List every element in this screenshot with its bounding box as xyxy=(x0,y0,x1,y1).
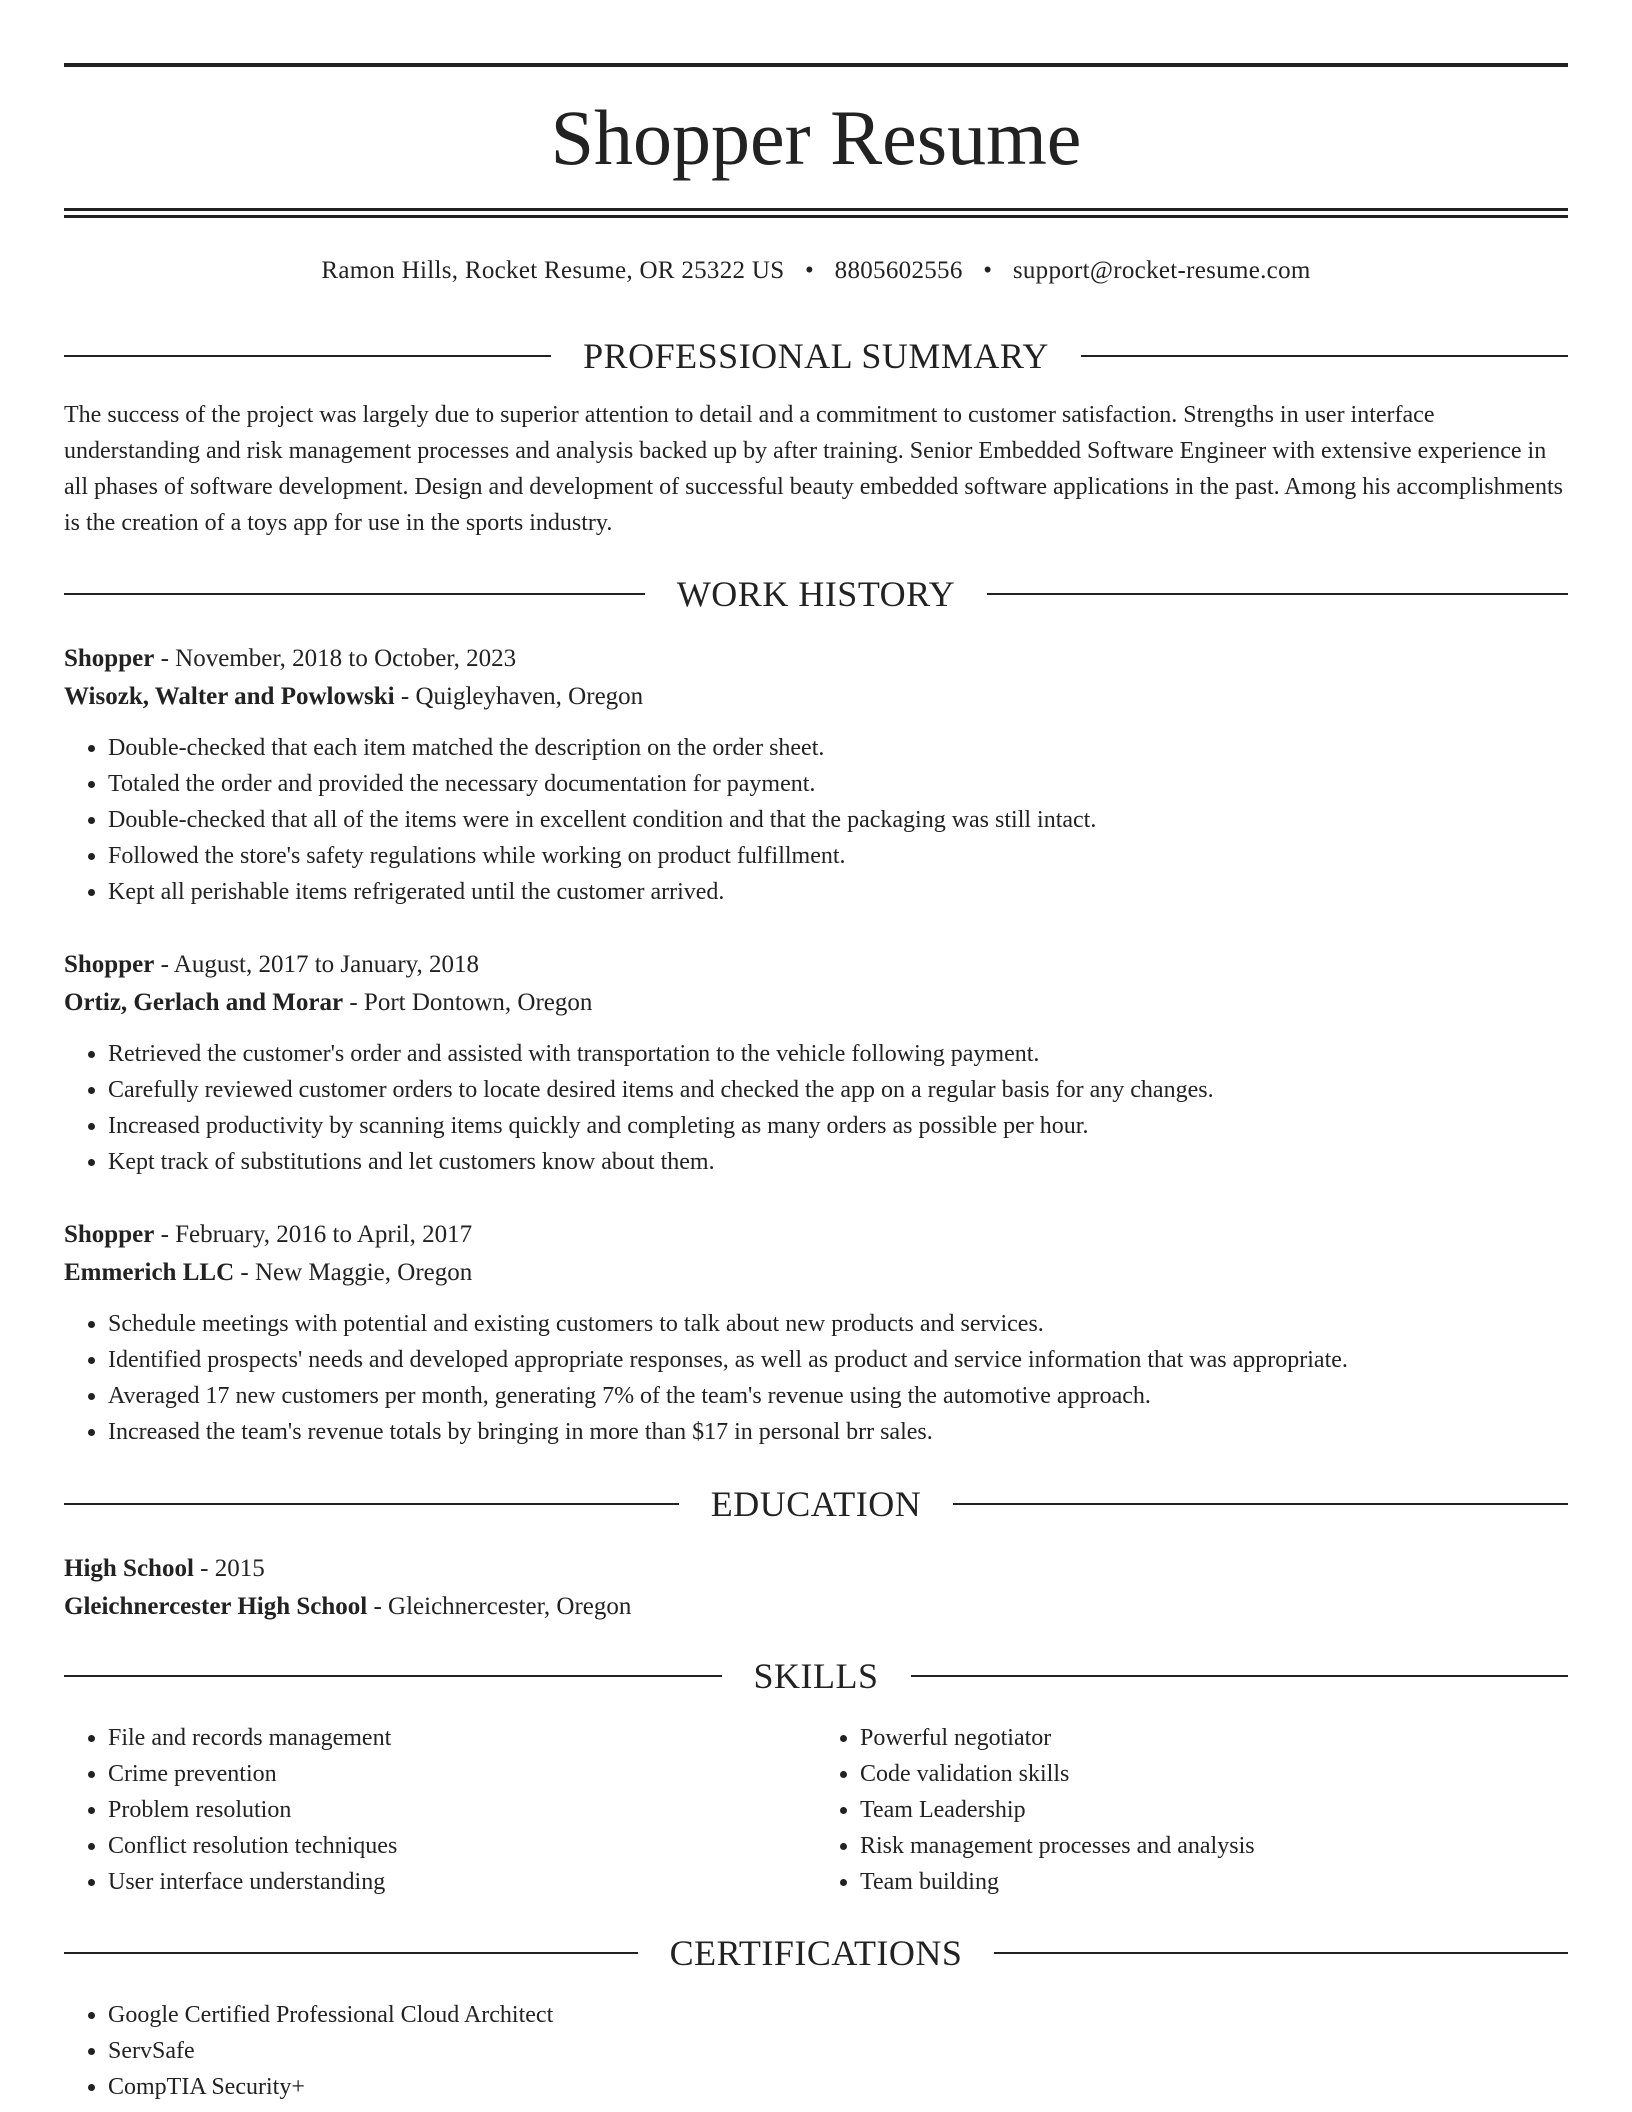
list-item: • Double-checked that each item matched the description on the order sheet. xyxy=(108,730,1568,766)
heading-rule xyxy=(64,593,645,595)
skill-item: • Conflict resolution techniques xyxy=(108,1828,816,1864)
education-school: Gleichnercester High School xyxy=(64,1593,368,1620)
contact-email: support@rocket-resume.com xyxy=(1012,257,1311,284)
top-rule xyxy=(64,63,1568,67)
education-degree: High School xyxy=(64,1555,194,1582)
job-title-line xyxy=(64,640,1568,678)
summary-heading xyxy=(64,336,1568,376)
list-item: • Increased the team's revenue totals by bringing in more than $17 in personal brr sales. xyxy=(108,1414,1568,1450)
work-history-heading xyxy=(64,574,1568,614)
job-dates: - February, 2016 to April, 2017 xyxy=(154,1221,473,1248)
job-company: Wisozk, Walter and Powlowski xyxy=(64,683,395,710)
job-location: - New Maggie, Oregon xyxy=(234,1259,473,1286)
skill-item: • File and records management xyxy=(108,1720,816,1756)
heading-rule xyxy=(987,593,1568,595)
list-item: • Totaled the order and provided the necessary documentation for payment. xyxy=(108,766,1568,802)
list-item: • Kept all perishable items refrigerated until the customer arrived. xyxy=(108,874,1568,910)
skill-item: • Team Leadership xyxy=(860,1792,1568,1828)
certification-item: • CompTIA Security+ xyxy=(108,2069,1568,2105)
certifications-list xyxy=(64,1997,1568,2105)
skill-item: • Crime prevention xyxy=(108,1756,816,1792)
heading-rule xyxy=(64,1952,638,1954)
section-title: SKILLS xyxy=(753,1656,879,1696)
skill-item: • User interface understanding xyxy=(108,1864,816,1900)
contact-line xyxy=(64,254,1568,288)
contact-separator: • xyxy=(983,257,993,284)
job-entry xyxy=(64,640,1568,910)
job-dates: - November, 2018 to October, 2023 xyxy=(154,645,517,672)
job-title-line xyxy=(64,1216,1568,1254)
job-dates: - August, 2017 to January, 2018 xyxy=(154,951,480,978)
contact-address: Ramon Hills, Rocket Resume, OR 25322 US xyxy=(321,257,785,284)
skill-item: • Code validation skills xyxy=(860,1756,1568,1792)
section-title: PROFESSIONAL SUMMARY xyxy=(583,336,1049,376)
summary-section xyxy=(64,397,1568,541)
skill-item: • Problem resolution xyxy=(108,1792,816,1828)
certification-item: • ServSafe xyxy=(108,2033,1568,2069)
list-item: • Followed the store's safety regulations while working on product fulfillment. xyxy=(108,838,1568,874)
certifications-section xyxy=(64,1997,1568,2105)
job-entry xyxy=(64,946,1568,1180)
job-title: Shopper xyxy=(64,951,155,978)
heading-rule xyxy=(64,1503,679,1505)
skill-item: • Powerful negotiator xyxy=(860,1720,1568,1756)
heading-rule xyxy=(64,355,551,357)
job-bullets xyxy=(64,1306,1568,1450)
section-title: WORK HISTORY xyxy=(676,574,956,614)
education-entry xyxy=(64,1550,1568,1626)
skill-item: • Risk management processes and analysis xyxy=(860,1828,1568,1864)
list-item: • Carefully reviewed customer orders to locate desired items and checked the app on a regular basis for any changes. xyxy=(108,1072,1568,1108)
job-title: Shopper xyxy=(64,1221,155,1248)
education-school-line xyxy=(64,1588,1568,1626)
list-item: • Averaged 17 new customers per month, generating 7% of the team's revenue using the automotive approach. xyxy=(108,1378,1568,1414)
job-company: Ortiz, Gerlach and Morar xyxy=(64,989,344,1016)
job-company-line xyxy=(64,678,1568,716)
skills-section xyxy=(64,1720,1568,1900)
skills-list-left xyxy=(64,1720,816,1900)
list-item: • Increased productivity by scanning items quickly and completing as many orders as possible per hour. xyxy=(108,1108,1568,1144)
heading-rule xyxy=(911,1675,1569,1677)
job-bullets xyxy=(64,1036,1568,1180)
page-title: Shopper Resume xyxy=(550,94,1082,181)
section-title: EDUCATION xyxy=(710,1484,922,1524)
heading-rule xyxy=(994,1952,1568,1954)
skills-heading xyxy=(64,1656,1568,1696)
list-item: • Double-checked that all of the items were in excellent condition and that the packaging was still intact. xyxy=(108,802,1568,838)
contact-phone: 8805602556 xyxy=(834,257,963,284)
list-item: • Schedule meetings with potential and existing customers to talk about new products and services. xyxy=(108,1306,1568,1342)
certifications-heading xyxy=(64,1933,1568,1973)
certification-item: • Google Certified Professional Cloud Architect xyxy=(108,1997,1568,2033)
list-item: • Identified prospects' needs and developed appropriate responses, as well as product and service information that was appropriate. xyxy=(108,1342,1568,1378)
list-item: • Retrieved the customer's order and assisted with transportation to the vehicle following payment. xyxy=(108,1036,1568,1072)
heading-rule xyxy=(64,1675,722,1677)
heading-rule xyxy=(1081,355,1568,357)
job-entry xyxy=(64,1216,1568,1450)
heading-rule xyxy=(953,1503,1568,1505)
education-year: - 2015 xyxy=(193,1555,265,1582)
summary-text: The success of the project was largely due to superior attention to detail and a commitment to customer satisfaction. Strengths in user interface understanding and risk management processes and analysis backed up by after training. Senior Embedded Software Engineer with extensive experience in all phases of software development. Design and development of successful beauty embedded software applications in the past. Among his accomplishments is the creation of a toys app for use in the sports industry. xyxy=(64,402,1563,536)
list-item: • Kept track of substitutions and let customers know about them. xyxy=(108,1144,1568,1180)
job-location: - Quigleyhaven, Oregon xyxy=(394,683,644,710)
education-degree-line xyxy=(64,1550,1568,1588)
job-company-line xyxy=(64,1254,1568,1292)
contact-separator: • xyxy=(805,257,815,284)
job-title: Shopper xyxy=(64,645,155,672)
skill-item: • Team building xyxy=(860,1864,1568,1900)
education-heading xyxy=(64,1484,1568,1524)
title-double-rule xyxy=(64,208,1568,218)
education-location: - Gleichnercester, Oregon xyxy=(367,1593,632,1620)
job-bullets xyxy=(64,730,1568,910)
section-title: CERTIFICATIONS xyxy=(669,1933,963,1973)
job-company: Emmerich LLC xyxy=(64,1259,235,1286)
job-title-line xyxy=(64,946,1568,984)
job-location: - Port Dontown, Oregon xyxy=(343,989,593,1016)
skills-list-right xyxy=(816,1720,1568,1900)
job-company-line xyxy=(64,984,1568,1022)
